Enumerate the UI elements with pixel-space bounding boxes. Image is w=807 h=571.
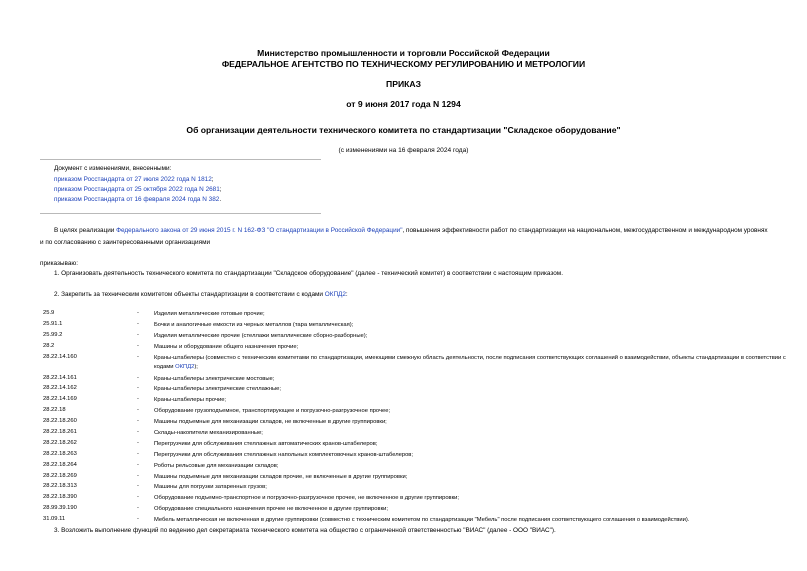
code-description (154, 343, 794, 352)
code-dash: - (137, 374, 139, 381)
okpd2-code: 25.99.2 (43, 331, 63, 338)
code-description (154, 505, 794, 514)
okpd2-code: 28.2 (43, 342, 55, 349)
code-description (154, 354, 794, 373)
okpd2-code: 31.09.11 (43, 516, 66, 523)
code-row (40, 494, 800, 505)
code-description (154, 473, 794, 482)
amendments-divider-bottom (40, 213, 321, 214)
ministry-name: Министерство промышленности и торговли Российской Федерации (257, 48, 550, 58)
code-description-text: Изделия металлические готовые прочие; (154, 311, 265, 317)
amendment-punct: ; (219, 186, 222, 193)
code-description (154, 385, 794, 394)
code-dash: - (137, 516, 139, 523)
code-dash: - (137, 320, 139, 327)
okpd2-code: 28.22.14.161 (43, 374, 77, 381)
code-dash: - (137, 353, 139, 360)
okpd2-code: 28.22.18.269 (43, 472, 77, 479)
code-description (154, 310, 794, 319)
code-row (40, 429, 800, 440)
document-type: ПРИКАЗ (386, 79, 421, 89)
okpd2-code-list (40, 310, 800, 527)
code-dash: - (137, 461, 139, 468)
code-row (40, 440, 800, 451)
okpd2-code: 28.22.18 (43, 407, 66, 414)
okpd2-inline-link[interactable]: ОКПД2 (175, 363, 195, 370)
code-dash: - (137, 385, 139, 392)
okpd2-code: 28.22.14.160 (43, 353, 77, 360)
code-dash: - (137, 396, 139, 403)
code-dash: - (137, 407, 139, 414)
code-description (154, 407, 794, 416)
amendment-item (54, 196, 221, 203)
amendment-link-3[interactable]: приказом Росстандарта от 16 февраля 2024 года N 382 (54, 196, 220, 203)
preamble-suffix: , повышения эффективности работ по стандартизации на национальном, межгосударственном и международном уровнях и по согласованию с заинтересованными организациями (40, 227, 768, 246)
code-description-text: Изделия металлические прочие (стеллажи металлические сборно-разборные); (154, 332, 368, 339)
code-row (40, 385, 800, 396)
okpd2-code: 28.22.14.162 (43, 385, 77, 392)
code-dash: - (137, 483, 139, 490)
code-dash: - (137, 342, 139, 349)
preamble-paragraph (40, 225, 768, 249)
code-row (40, 332, 800, 343)
code-row (40, 354, 800, 375)
federal-law-link[interactable]: Федерального закона от 29 июня 2015 г. N 162-ФЗ "О стандартизации в Российской Федерации" (116, 227, 403, 234)
agency-name: ФЕДЕРАЛЬНОЕ АГЕНТСТВО ПО ТЕХНИЧЕСКОМУ РЕГУЛИРОВАНИЮ И МЕТРОЛОГИИ (221, 59, 586, 69)
code-description-text: Перегрузчики для обслуживания стеллажных автоматических кранов-штабелеров; (154, 440, 378, 447)
code-dash: - (137, 331, 139, 338)
code-description-text: Перегрузчики для обслуживания стеллажных напольных комплектовочных кранов-штабелеров; (154, 451, 413, 458)
code-description-text: Оборудование специального назначения прочее не включенное в другие группировки; (154, 506, 388, 513)
item2-prefix: 2. Закрепить за техническим комитетом объекты стандартизации в соответствии с кодами (54, 291, 325, 298)
code-row (40, 483, 800, 494)
okpd2-code: 25.91.1 (43, 320, 63, 327)
amendment-item (54, 176, 214, 183)
okpd2-code: 28.22.18.390 (43, 494, 77, 501)
amendment-punct: ; (211, 176, 214, 183)
amendment-punct: . (219, 196, 222, 203)
code-description-text: Машины и оборудование общего назначения прочие; (154, 343, 299, 350)
code-dash: - (137, 439, 139, 446)
code-description-text: Краны-штабелеры электрические мостовые; (154, 375, 275, 382)
amendment-link-1[interactable]: приказом Росстандарта от 27 июля 2022 года N 1812 (54, 176, 212, 183)
amendment-item (54, 186, 222, 193)
code-description (154, 451, 794, 460)
code-description (154, 494, 794, 503)
code-description-text: Оборудование подъемно-транспортное и погрузочно-разгрузочное прочее, не включенное в другие группировки; (154, 495, 460, 502)
code-dash: - (137, 310, 139, 316)
code-description (154, 429, 794, 438)
code-description-text: Краны-штабелеры электрические стеллажные; (154, 386, 281, 393)
code-description-text: Краны-штабелеры прочие; (154, 397, 227, 404)
code-description-text: Машины для погрузки затаренных грузов; (154, 484, 267, 491)
code-dash: - (137, 429, 139, 436)
code-row (40, 310, 800, 321)
code-description (154, 483, 794, 492)
preamble-prefix: В целях реализации (54, 227, 117, 234)
code-description (154, 418, 794, 427)
code-description-text: Машины подъемные для механизации складов прочие, не включенные в другие группировки; (154, 473, 408, 480)
code-row (40, 396, 800, 407)
code-dash: - (137, 418, 139, 425)
code-row (40, 407, 800, 418)
code-description (154, 375, 794, 384)
code-dash: - (137, 505, 139, 512)
document-title: Об организации деятельности технического комитета по стандартизации "Складское оборудование" (186, 125, 621, 135)
amendment-link-2[interactable]: приказом Росстандарта от 25 октября 2022 года N 2681 (54, 186, 220, 193)
code-row (40, 462, 800, 473)
okpd2-code: 25.9 (43, 310, 55, 316)
code-description-text: Оборудование грузоподъемное, транспортирующее и погрузочно-разгрузочное прочее; (154, 408, 391, 415)
code-dash: - (137, 494, 139, 501)
code-description-text: Машины подъемные для механизации складов, не включенные в другие группировки; (154, 419, 387, 426)
code-description-text: Бочки и аналогичные емкости из черных металлов (тара металлическая); (154, 321, 354, 328)
code-description (154, 462, 794, 471)
code-description-text: Склады-накопители механизированные; (154, 430, 263, 437)
okpd2-code: 28.22.18.264 (43, 461, 77, 468)
amendments-divider-top (40, 159, 321, 160)
okpd2-code: 28.22.18.261 (43, 429, 77, 436)
code-description-text: Краны-штабелеры (совместно с техническим комитетами по стандартизации, имеющими смежную область деятельности, после подписания соответствующих соглашений о взаимодействии, объекты стандартизации в соответствии с кодами (154, 354, 786, 370)
orders-label: приказываю: (40, 260, 78, 267)
okpd2-code: 28.22.18.260 (43, 418, 77, 425)
code-description (154, 332, 794, 341)
code-row (40, 451, 800, 462)
code-description (154, 440, 794, 449)
item2-suffix: : (345, 291, 348, 298)
code-description-suffix: ); (194, 363, 198, 370)
okpd2-code: 28.22.14.169 (43, 396, 77, 403)
code-row (40, 505, 800, 516)
code-description (154, 396, 794, 405)
code-row (40, 321, 800, 332)
code-row (40, 473, 800, 484)
code-description-text: Роботы рельсовые для механизации складов; (154, 462, 279, 469)
amendments-title: Документ с изменениями, внесенными: (54, 165, 172, 172)
code-description (154, 321, 794, 330)
revision-note: (с изменениями на 16 февраля 2024 года) (338, 147, 469, 154)
okpd2-code: 28.99.39.190 (43, 505, 77, 512)
okpd2-code: 28.22.18.262 (43, 439, 77, 446)
okpd2-link[interactable]: ОКПД2 (324, 291, 346, 298)
order-item-3: 3. Возложить выполнение функций по ведению дел секретариата технического комитета на общество с ограниченной ответственностью "ВИАС" (далее - ООО "ВИАС"). (54, 527, 556, 534)
code-dash: - (137, 450, 139, 457)
code-row (40, 343, 800, 354)
okpd2-code: 28.22.18.263 (43, 450, 77, 457)
order-item-2 (54, 289, 348, 300)
document-date: от 9 июня 2017 года N 1294 (346, 99, 461, 109)
code-dash: - (137, 472, 139, 479)
code-row (40, 375, 800, 386)
code-row (40, 418, 800, 429)
order-item-1: 1. Организовать деятельность технического комитета по стандартизации "Складское оборудование" (далее - технический комитет) в соответствии с настоящим приказом. (54, 270, 563, 277)
code-description-text: Мебель металлическая не включенная в другие группировки (совместно с техническим комитетом по стандартизации "Мебель" после подписания соответствующего соглашения о взаимодействии). (154, 517, 690, 524)
okpd2-code: 28.22.18.313 (43, 483, 77, 490)
